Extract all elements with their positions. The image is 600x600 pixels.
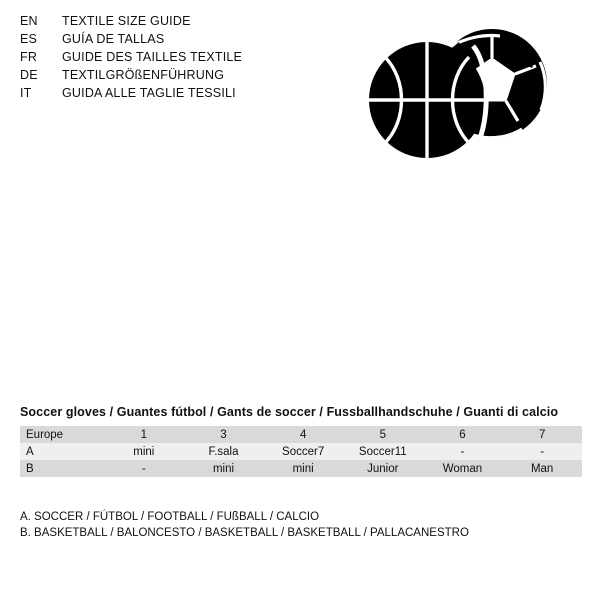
table-cell: Soccer7: [263, 443, 343, 460]
table-header-row: [20, 426, 582, 443]
table-header-cell: 6: [423, 426, 503, 443]
table-header-cell: 3: [184, 426, 264, 443]
ball-illustration: [355, 22, 565, 172]
table-row: [20, 460, 582, 477]
table-cell: mini: [184, 460, 264, 477]
table-row: [20, 443, 582, 460]
table-cell: Man: [502, 460, 582, 477]
table-header-cell: 5: [343, 426, 423, 443]
size-table: [20, 426, 582, 477]
legend-language-label: GUIDE DES TAILLES TEXTILE: [62, 50, 243, 64]
table-cell: -: [104, 460, 184, 477]
table-cell: mini: [263, 460, 343, 477]
table-cell: -: [423, 443, 503, 460]
table-cell: Woman: [423, 460, 503, 477]
legend-language-code: FR: [20, 50, 38, 64]
size-table-title: Soccer gloves / Guantes fútbol / Gants de soccer / Fussballhandschuhe / Guanti di calcio: [20, 405, 559, 419]
size-table-section: [20, 405, 582, 477]
legend-language-label: GUÍA DE TALLAS: [62, 32, 165, 46]
table-cell: Junior: [343, 460, 423, 477]
legend-row: [20, 32, 242, 50]
legend-language-label: TEXTILGRÖßENFÜHRUNG: [62, 68, 225, 82]
legend-row: [20, 86, 242, 104]
table-cell: -: [502, 443, 582, 460]
footnote-b: B. BASKETBALL / BALONCESTO / BASKETBALL / BASKETBALL / PALLACANESTRO: [20, 527, 469, 539]
legend-row: [20, 14, 242, 32]
legend-language-label: TEXTILE SIZE GUIDE: [62, 14, 191, 28]
table-row-label: B: [20, 460, 104, 477]
legend-language-code: ES: [20, 32, 38, 46]
legend-language-code: IT: [20, 86, 32, 100]
footnotes: [20, 509, 469, 541]
table-cell: F.sala: [184, 443, 264, 460]
legend-language-code: DE: [20, 68, 38, 82]
language-legend: [20, 14, 242, 104]
legend-language-label: GUIDA ALLE TAGLIE TESSILI: [62, 86, 236, 100]
table-cell: mini: [104, 443, 184, 460]
table-row-label: A: [20, 443, 104, 460]
table-header-cell: 1: [104, 426, 184, 443]
table-header-cell: Europe: [20, 426, 104, 443]
legend-row: [20, 50, 242, 68]
legend-language-code: EN: [20, 14, 38, 28]
table-header-cell: 7: [502, 426, 582, 443]
table-header-cell: 4: [263, 426, 343, 443]
footnote-a: A. SOCCER / FÚTBOL / FOOTBALL / FUßBALL / CALCIO: [20, 511, 320, 523]
legend-row: [20, 68, 242, 86]
basketball-icon: [369, 42, 486, 158]
table-cell: Soccer11: [343, 443, 423, 460]
